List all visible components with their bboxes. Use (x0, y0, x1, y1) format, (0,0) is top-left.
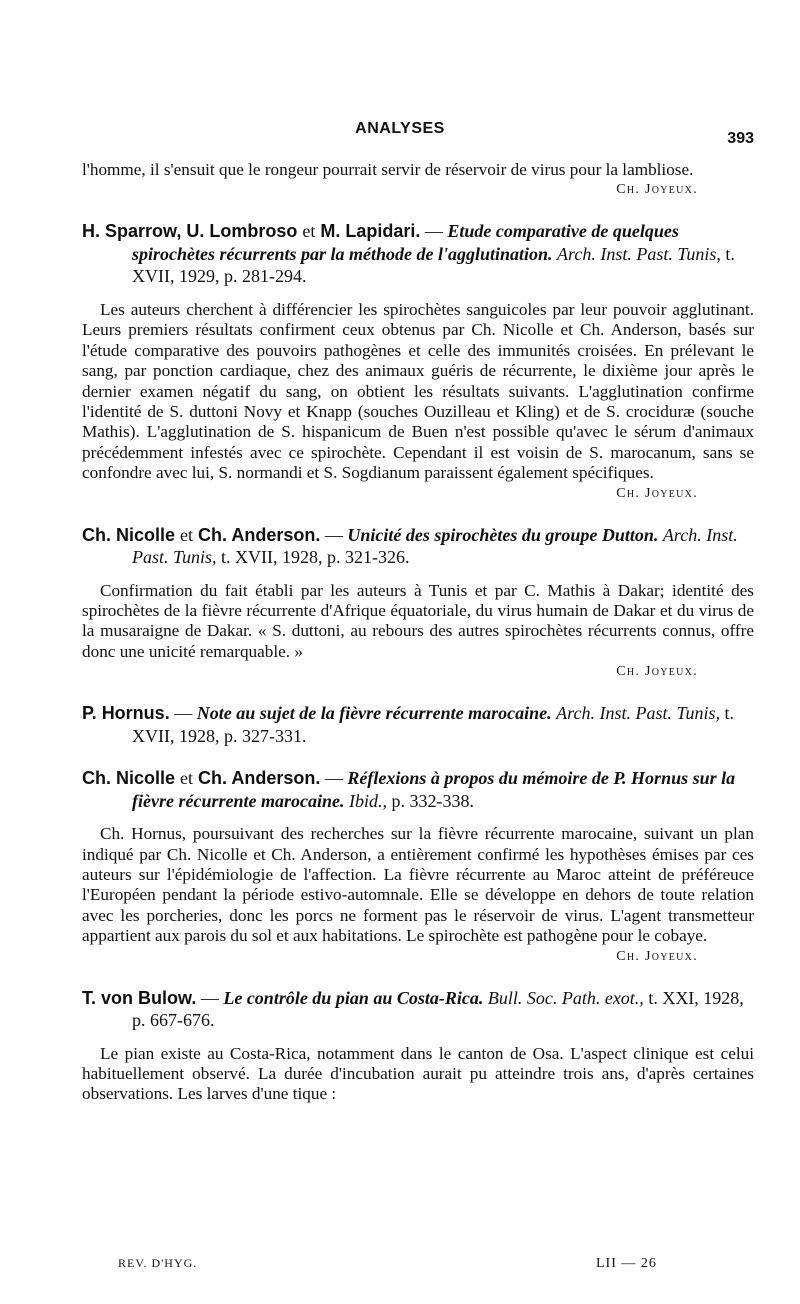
review-entry (82, 702, 754, 747)
review-entry (82, 524, 754, 683)
article-title: Réflexions à propos du mémoire de P. Hornus sur la fièvre récurrente marocaine. (132, 768, 736, 811)
author-group: Ch. Anderson. (198, 524, 321, 545)
citation: p. 332-338. (391, 790, 474, 811)
author-conjunction: et (180, 524, 194, 545)
signature: Ch. Joyeux. (616, 948, 698, 964)
reference (82, 767, 754, 812)
intro-paragraph: l'homme, il s'ensuit que le rongeur pourrait servir de réservoir de virus pour la lambliose. (82, 160, 694, 179)
reference (82, 524, 754, 569)
article-title: Unicité des spirochètes du groupe Dutton. (347, 524, 659, 545)
reference (82, 987, 754, 1032)
author-group: M. Lapidari. (320, 221, 421, 242)
journal: Bull. Soc. Path. exot., (487, 987, 644, 1008)
dash: — (324, 768, 343, 789)
author-group: Ch. Nicolle (82, 524, 176, 545)
author-group: H. Sparrow, U. Lombroso (82, 221, 298, 242)
content (82, 160, 754, 1105)
author-group: P. Hornus. (82, 703, 170, 724)
abstract: Le pian existe au Costa-Rica, notamment dans le canton de Osa. L'aspect clinique est celui habituellement observé. La durée d'incubation aurait pu atteindre trois ans, d'après certaines observations. Les larves d'une tique : (82, 1043, 754, 1104)
journal: Arch. Inst. Past. Tunis, (557, 243, 721, 264)
footer-journal-abbrev: REV. D'HYG. (118, 1256, 198, 1270)
dash: — (174, 703, 193, 724)
citation: t. XVII, 1928, p. 327-331. (132, 703, 735, 746)
reference (82, 220, 754, 288)
citation: t. XVII, 1928, p. 321-326. (221, 547, 410, 568)
signature: Ch. Joyeux. (616, 485, 698, 501)
abstract: Les auteurs cherchent à différencier les spirochètes sanguicoles par leur pouvoir agglutinant. Leurs premiers résultats confirment ceux obtenus par Ch. Nicolle et Ch. Anderson, basés sur l'étude comparative des pouvoirs pathogènes et celle des immunités croisées. En prélevant le sang, par ponction cardiaque, chez des animaux guéris de récurrente, le dixième jour après le dernier examen négatif du sang, on obtient les résultats suivants. L'agglutination confirme l'identité de S. duttoni Novy et Knapp (souches Ouzilleau et Kling) et de S. crociduræ (souche Mathis). L'agglutination de S. hispanicum de Buen n'est possible qu'avec le sérum d'animaux précédemment infestés avec ce spirochète. Cependant il est voisin de S. marocanum, sans se confondre avec lui, S. normandi et S. Sogdianum paraissent également spécifiques. (82, 299, 754, 483)
authors (82, 768, 320, 788)
author-conjunction: et (180, 768, 194, 789)
footer-volume: LII — 26 (596, 1256, 657, 1271)
journal: Ibid., (348, 790, 387, 811)
page-number: 393 (727, 130, 754, 147)
author-conjunction: et (302, 221, 316, 242)
dash: — (424, 221, 443, 242)
abstract: Confirmation du fait établi par les auteurs à Tunis et par C. Mathis à Dakar; identité des spirochètes de la fièvre récurrente d'Afrique équatoriale, du virus humain de Dakar et du virus de la musaraigne de Dakar. « S. duttoni, au rebours des autres spirochètes récurrents connus, offre donc une unicité remarquable. » (82, 580, 754, 661)
article-title: Le contrôle du pian au Costa-Rica. (223, 987, 484, 1008)
review-entry (82, 767, 754, 966)
journal: Arch. Inst. Past. Tunis, (556, 703, 721, 724)
signature: Ch. Joyeux. (616, 664, 698, 680)
article-title: Etude comparative de quelques spirochètes récurrents par la méthode de l'agglutination. (132, 221, 679, 264)
citation: t. XXI, 1928, p. 667-676. (132, 987, 744, 1031)
running-title: ANALYSES (355, 120, 445, 137)
citation: t. XVII, 1929, p. 281-294. (132, 243, 735, 287)
authors (82, 703, 170, 723)
dash: — (324, 524, 343, 545)
author-group: T. von Bulow. (82, 987, 197, 1008)
authors (82, 988, 196, 1008)
dash: — (200, 987, 219, 1008)
author-group: Ch. Nicolle (82, 768, 176, 789)
article-title: Note au sujet de la fièvre récurrente marocaine. (196, 703, 552, 724)
journal: Arch. Inst. Past. Tunis, (132, 524, 738, 568)
review-entry (82, 987, 754, 1105)
author-group: Ch. Anderson. (198, 768, 321, 789)
review-entry (82, 220, 754, 503)
intro-signature: Ch. Joyeux. (616, 182, 698, 198)
authors (82, 221, 420, 241)
reference (82, 702, 754, 747)
authors (82, 525, 320, 545)
abstract: Ch. Hornus, poursuivant des recherches sur la fièvre récurrente marocaine, suivant un plan indiqué par Ch. Nicolle et Ch. Anderson, a entièrement confirmé les hypothèses émises par ces auteurs sur l'épidémiologie de l'affection. La fièvre récurrente au Maroc atteint de préféreuce l'Européen pendant la période estivo-automnale. Elle se développe en dehors de toute relation avec les porcheries, donc les porcs ne forment pas le réservoir de virus. L'agent transmetteur appartient aux parois du sol et aux habitations. Le spirochète est pathogène pour le cobaye. (82, 824, 754, 946)
